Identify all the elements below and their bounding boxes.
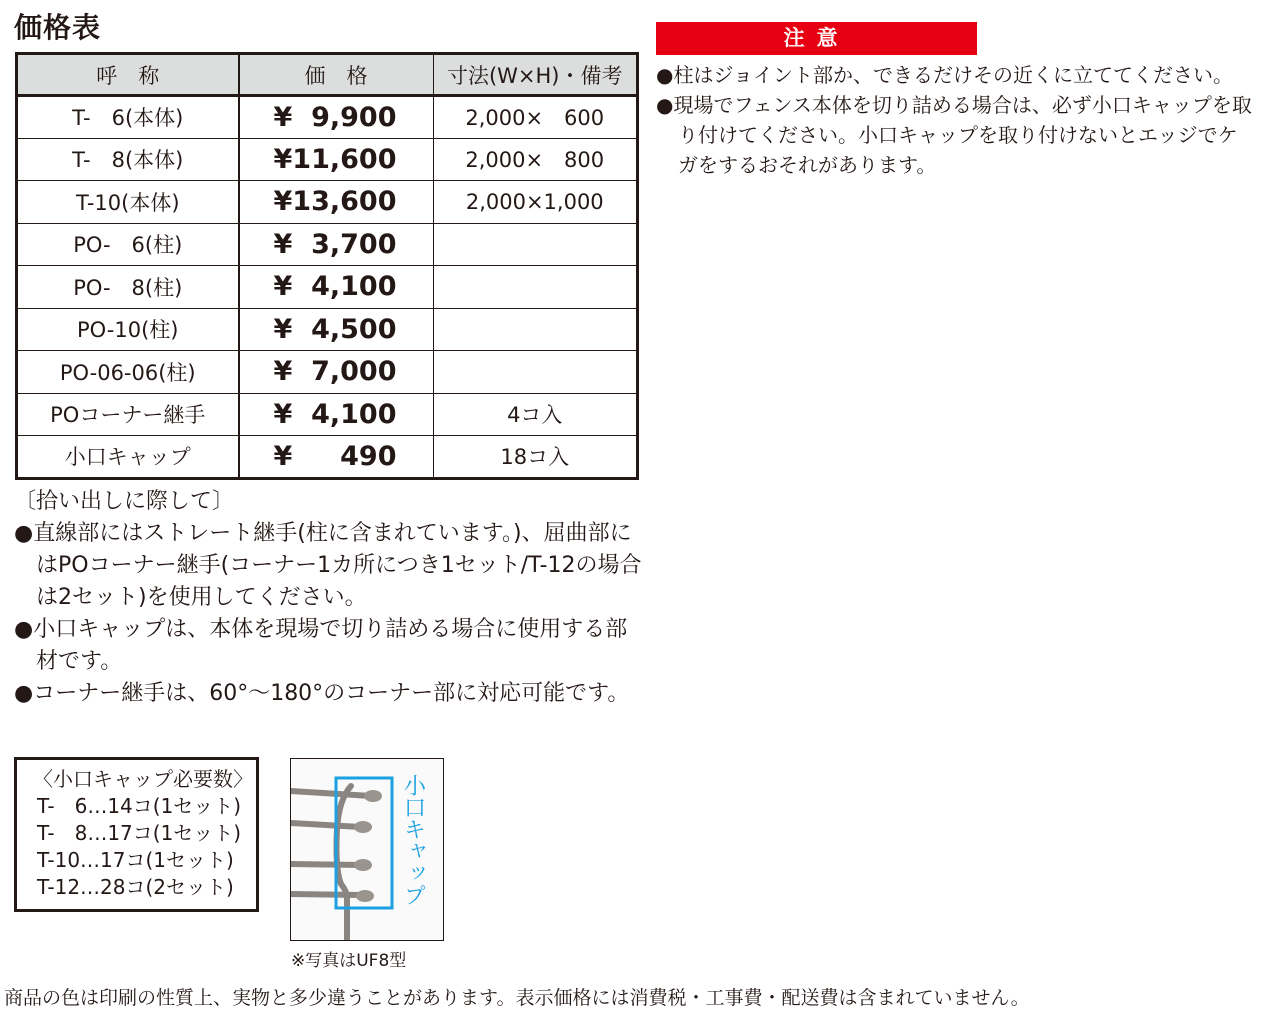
price-cell <box>239 138 434 181</box>
notes <box>14 486 644 710</box>
page-title: 価格表 <box>14 11 102 44</box>
price-cell <box>239 308 434 351</box>
header-price: 価 格 <box>239 54 434 96</box>
product-name: PO-06-06(柱) <box>17 351 239 394</box>
yen-sign: ¥ <box>273 398 293 430</box>
notes-heading: 〔拾い出しに際して〕 <box>14 489 235 514</box>
note-item: ●小口キャップは、本体を現場で切り詰める場合に使用する部材です。 <box>14 617 628 674</box>
size-note: 2,000× 600 <box>433 96 638 139</box>
product-photo <box>290 758 444 941</box>
note-item: ●コーナー継手は、60°〜180°のコーナー部に対応可能です。 <box>14 681 630 706</box>
price-cell <box>239 266 434 309</box>
product-name: PO- 6(柱) <box>17 223 239 266</box>
price-value: 4,100 <box>311 271 397 303</box>
table-row <box>17 393 638 436</box>
product-name: T- 6(本体) <box>17 96 239 139</box>
table-row <box>17 138 638 181</box>
caution-list <box>656 60 1256 180</box>
table-row <box>17 351 638 394</box>
product-name: PO- 8(柱) <box>17 266 239 309</box>
table-row <box>17 96 638 139</box>
size-note <box>433 223 638 266</box>
size-note <box>433 308 638 351</box>
cap-line: T-10…17コ(1セット) <box>37 848 234 872</box>
header-name: 呼 称 <box>17 54 239 96</box>
size-note: 2,000× 800 <box>433 138 638 181</box>
size-note: 4コ入 <box>433 393 638 436</box>
cap-label: 小口キャップ <box>400 774 426 906</box>
price-table <box>15 52 639 480</box>
table-row <box>17 181 638 224</box>
cap-line: T- 6…14コ(1セット) <box>37 794 242 818</box>
product-name: 小口キャップ <box>17 436 239 479</box>
photo-caption: ※写真はUF8型 <box>291 951 407 971</box>
price-value: 4,100 <box>311 398 397 430</box>
price-value: 490 <box>340 440 397 472</box>
cap-line: T- 8…17コ(1セット) <box>37 821 242 845</box>
price-cell <box>239 393 434 436</box>
table-row <box>17 223 638 266</box>
price-cell <box>239 436 434 479</box>
caution-item: ●現場でフェンス本体を切り詰める場合は、必ず小口キャップを取り付けてください。小口キャップを取り付けないとエッジでケガをするおそれがあります。 <box>656 93 1252 177</box>
yen-sign: ¥ <box>273 228 293 260</box>
price-value: 13,600 <box>292 186 397 218</box>
price-cell <box>239 181 434 224</box>
size-note <box>433 351 638 394</box>
product-name: POコーナー継手 <box>17 393 239 436</box>
product-name: PO-10(柱) <box>17 308 239 351</box>
cap-required-heading: 〈小口キャップ必要数〉 <box>33 767 253 791</box>
price-value: 4,500 <box>311 313 397 345</box>
price-cell <box>239 96 434 139</box>
table-row <box>17 266 638 309</box>
yen-sign: ¥ <box>273 313 293 345</box>
price-value: 3,700 <box>311 228 397 260</box>
price-value: 9,900 <box>311 101 397 133</box>
yen-sign: ¥ <box>273 143 293 175</box>
price-cell <box>239 351 434 394</box>
size-note: 2,000×1,000 <box>433 181 638 224</box>
price-cell <box>239 223 434 266</box>
size-note: 18コ入 <box>433 436 638 479</box>
yen-sign: ¥ <box>273 186 293 218</box>
product-name: T- 8(本体) <box>17 138 239 181</box>
footer-note: 商品の色は印刷の性質上、実物と多少違うことがあります。表示価格には消費税・工事費・配送費は含まれていません。 <box>4 987 1030 1009</box>
cap-required-box <box>14 757 259 912</box>
price-value: 7,000 <box>311 356 397 388</box>
caution-heading: 注意 <box>656 22 977 55</box>
yen-sign: ¥ <box>273 101 293 133</box>
price-value: 11,600 <box>292 143 397 175</box>
yen-sign: ¥ <box>273 440 293 472</box>
note-item: ●直線部にはストレート継手(柱に含まれています。)、屈曲部にはPOコーナー継手(コーナー1カ所につき1セット/T-12の場合は2セット)を使用してください。 <box>14 521 642 610</box>
yen-sign: ¥ <box>273 271 293 303</box>
yen-sign: ¥ <box>273 356 293 388</box>
size-note <box>433 266 638 309</box>
header-size: 寸法(W×H)・備考 <box>433 54 638 96</box>
fence-cap-illustration <box>291 759 443 940</box>
product-name: T-10(本体) <box>17 181 239 224</box>
table-row <box>17 436 638 479</box>
caution-item: ●柱はジョイント部か、できるだけその近くに立ててください。 <box>656 63 1234 87</box>
cap-line: T-12…28コ(2セット) <box>37 875 234 899</box>
table-row <box>17 308 638 351</box>
